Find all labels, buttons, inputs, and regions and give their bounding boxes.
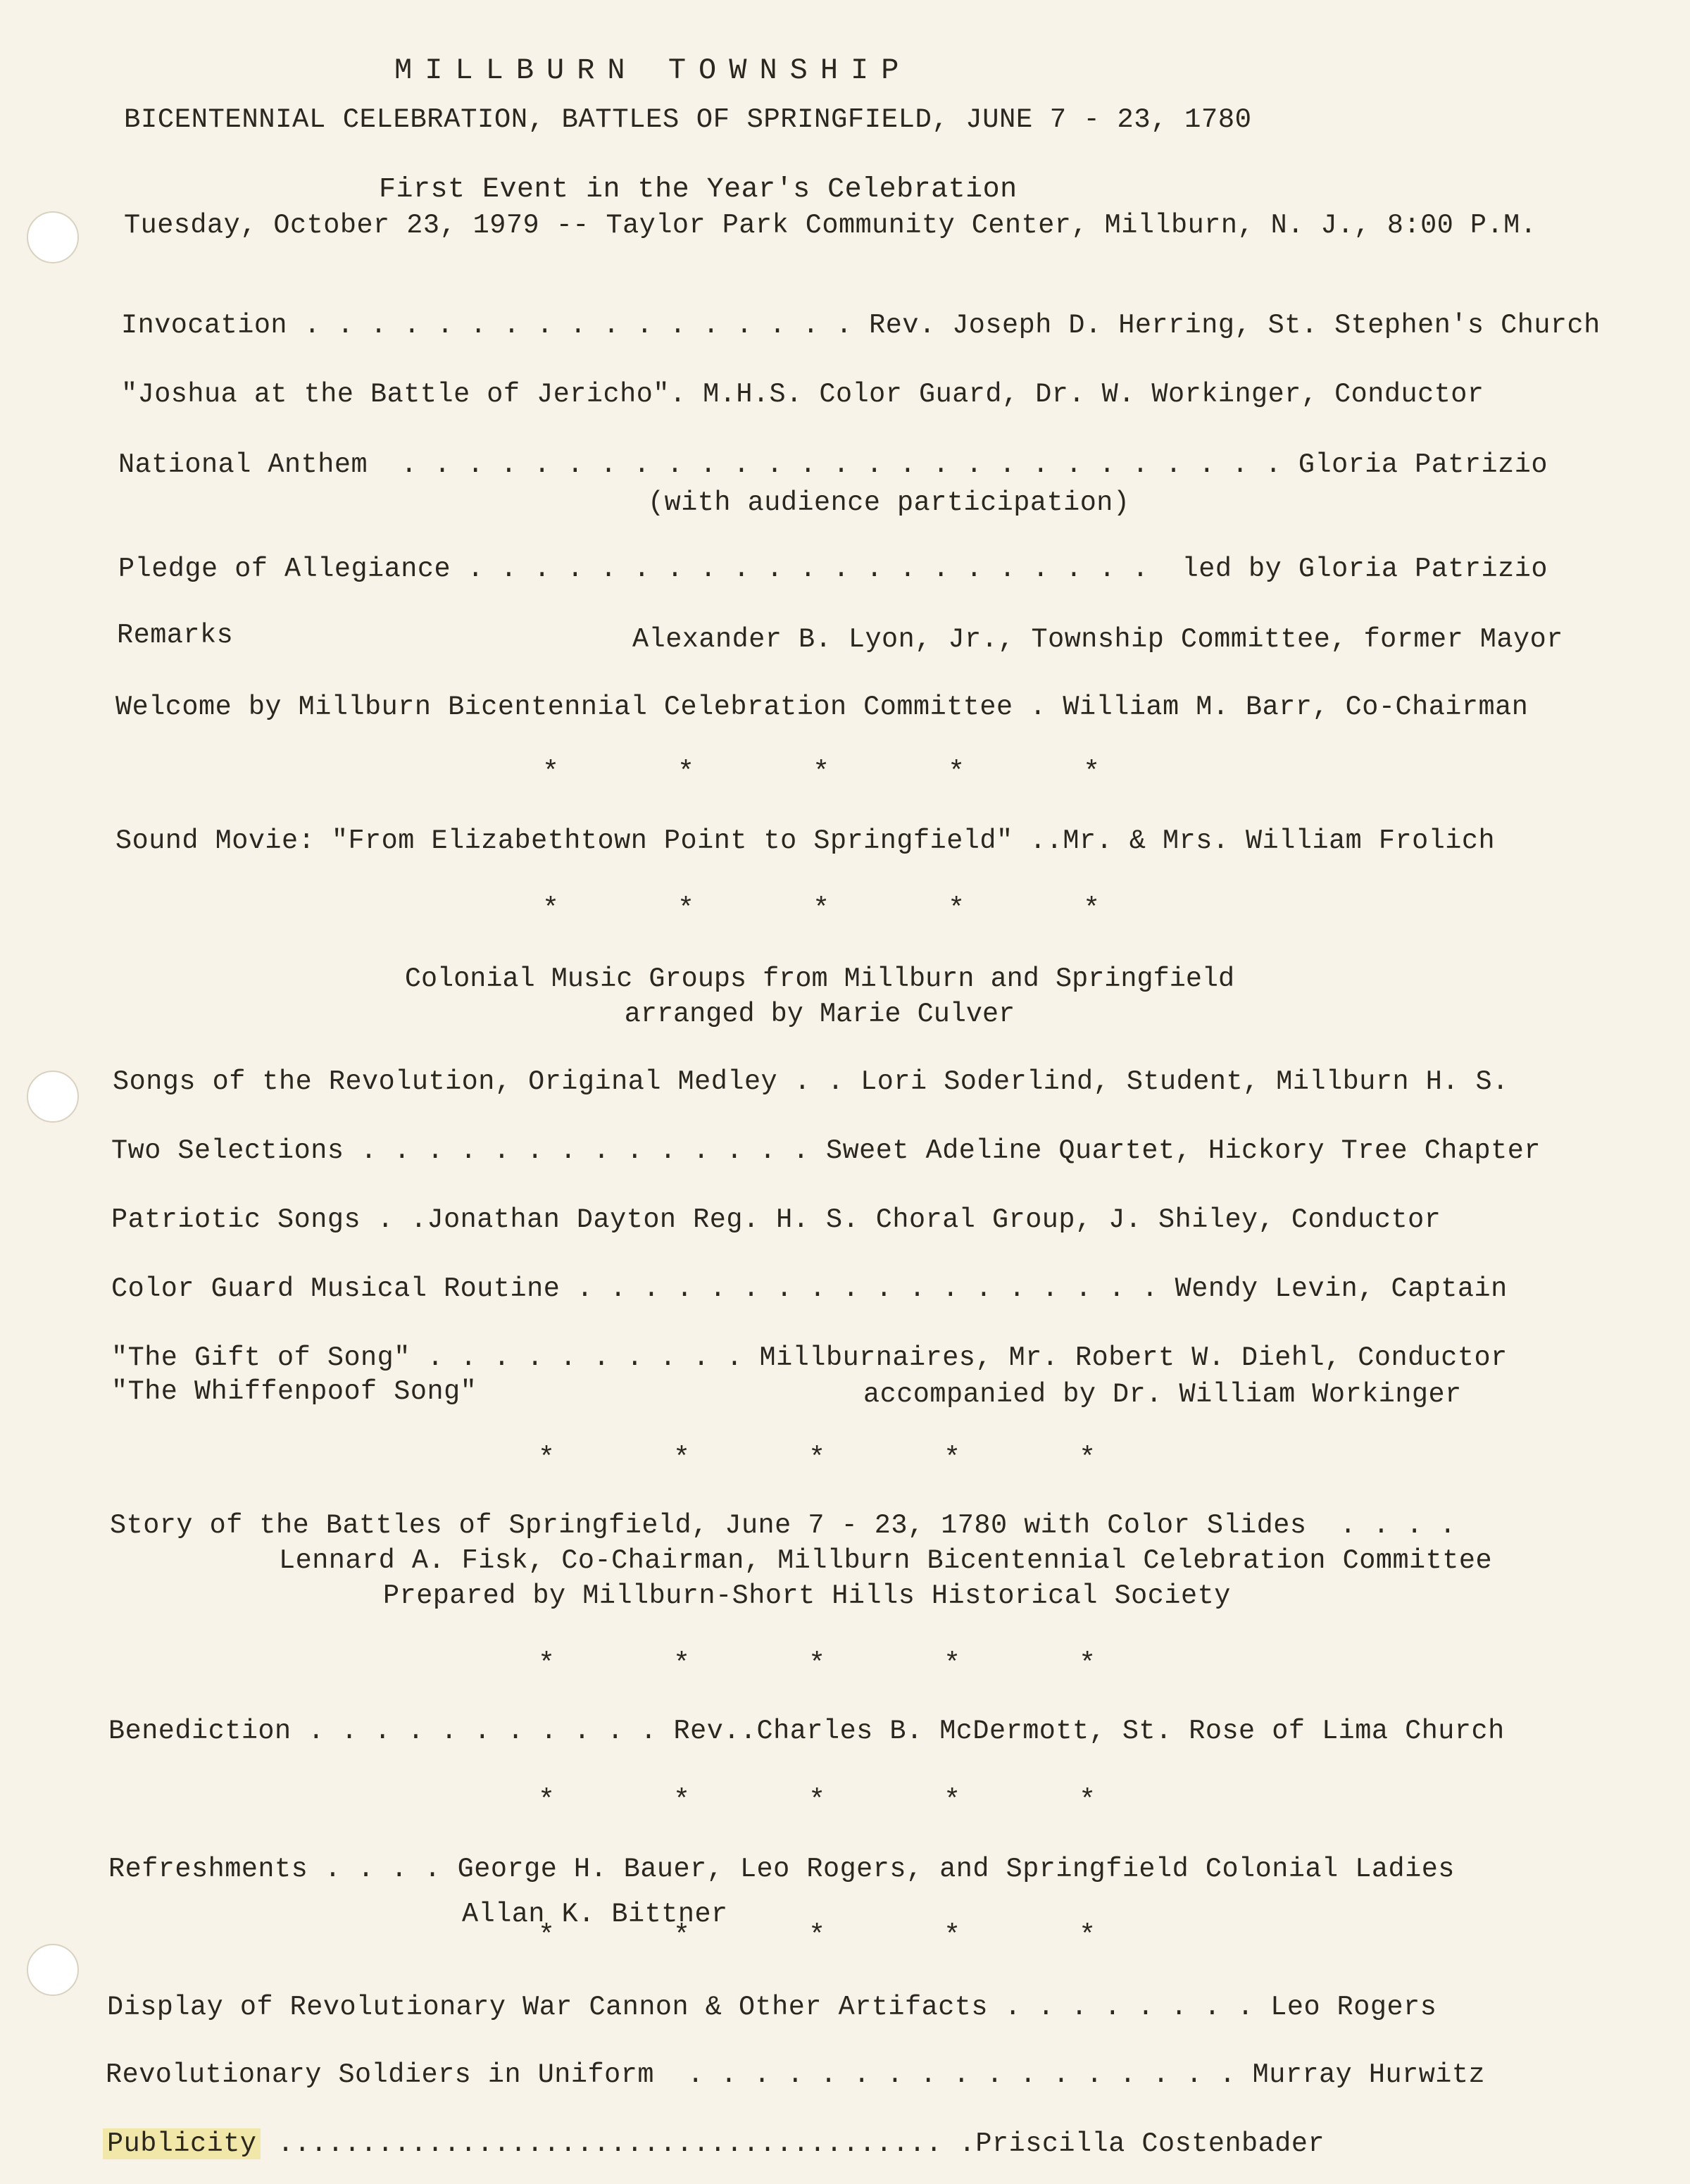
separator-3: * * * * * xyxy=(538,1443,1096,1475)
item-whiffenpoof-note: accompanied by Dr. William Workinger xyxy=(863,1379,1462,1410)
music-subtitle: arranged by Marie Culver xyxy=(624,999,1015,1030)
item-two-selections: Two Selections . . . . . . . . . . . . . . Sweet Adeline Quartet, Hickory Tree Chapter xyxy=(111,1135,1541,1166)
item-display: Display of Revolutionary War Cannon & Other Artifacts . . . . . . . . Leo Rogers xyxy=(107,1992,1437,2023)
item-refreshments: Refreshments . . . . George H. Bauer, Leo Rogers, and Springfield Colonial Ladies xyxy=(108,1854,1455,1885)
item-invocation: Invocation . . . . . . . . . . . . . . . . . Rev. Joseph D. Herring, St. Stephen's Church xyxy=(121,310,1601,341)
music-title: Colonial Music Groups from Millburn and Springfield xyxy=(404,963,1235,994)
separator-4: * * * * * xyxy=(538,1649,1096,1680)
event-title: First Event in the Year's Celebration xyxy=(379,174,1018,206)
item-story: Story of the Battles of Springfield, June 7 - 23, 1780 with Color Slides . . . . xyxy=(110,1510,1456,1541)
item-story-prepared: Prepared by Millburn-Short Hills Historical Society xyxy=(383,1580,1231,1611)
item-soldiers: Revolutionary Soldiers in Uniform . . . . . . . . . . . . . . . . . Murray Hurwitz xyxy=(106,2059,1486,2090)
township-heading: MILLBURN TOWNSHIP xyxy=(394,54,912,87)
separator-5: * * * * * xyxy=(538,1785,1096,1817)
item-anthem-note: (with audience participation) xyxy=(648,487,1130,518)
separator-1: * * * * * xyxy=(542,757,1101,789)
item-color-guard: Color Guard Musical Routine . . . . . . . . . . . . . . . . . . Wendy Levin, Captain xyxy=(111,1273,1508,1304)
item-remarks-label: Remarks xyxy=(117,620,234,651)
item-refreshments-2: Allan K. Bittner xyxy=(462,1899,728,1930)
celebration-heading: BICENTENNIAL CELEBRATION, BATTLES OF SPRINGFIELD, JUNE 7 - 23, 1780 xyxy=(124,104,1252,135)
item-songs-revolution: Songs of the Revolution, Original Medley . . Lori Soderlind, Student, Millburn H. S. xyxy=(113,1066,1509,1097)
event-details: Tuesday, October 23, 1979 -- Taylor Park Community Center, Millburn, N. J., 8:00 P.M. xyxy=(124,210,1537,241)
item-benediction: Benediction . . . . . . . . . . . Rev..Charles B. McDermott, St. Rose of Lima Church xyxy=(108,1716,1505,1747)
item-remarks-value: Alexander B. Lyon, Jr., Township Committee, former Mayor xyxy=(632,624,1563,655)
punch-hole-top xyxy=(27,211,79,263)
separator-2: * * * * * xyxy=(542,894,1101,925)
item-whiffenpoof: "The Whiffenpoof Song" xyxy=(111,1376,477,1407)
publicity-label: Publicity xyxy=(103,2128,261,2159)
item-publicity xyxy=(103,2127,1325,2161)
publicity-rest: ........................................ .Priscilla Costenbader xyxy=(261,2128,1325,2159)
item-story-by: Lennard A. Fisk, Co-Chairman, Millburn Bicentennial Celebration Committee xyxy=(279,1545,1493,1576)
punch-hole-bottom xyxy=(27,1944,79,1996)
item-patriotic: Patriotic Songs . .Jonathan Dayton Reg. H. S. Choral Group, J. Shiley, Conductor xyxy=(111,1204,1441,1235)
item-pledge: Pledge of Allegiance . . . . . . . . . . . . . . . . . . . . . led by Gloria Patrizio xyxy=(118,554,1548,585)
separator-6: * * * * * xyxy=(538,1921,1096,1952)
item-movie: Sound Movie: "From Elizabethtown Point to Springfield" ..Mr. & Mrs. William Frolich xyxy=(115,825,1496,856)
item-anthem: National Anthem . . . . . . . . . . . . . . . . . . . . . . . . . . . Gloria Patrizio xyxy=(118,449,1548,480)
item-joshua: "Joshua at the Battle of Jericho". M.H.S. Color Guard, Dr. W. Workinger, Conductor xyxy=(121,379,1484,410)
item-gift-of-song: "The Gift of Song" . . . . . . . . . . Millburnaires, Mr. Robert W. Diehl, Conductor xyxy=(111,1342,1508,1373)
punch-hole-middle xyxy=(27,1071,79,1123)
item-welcome: Welcome by Millburn Bicentennial Celebration Committee . William M. Barr, Co-Chairman xyxy=(115,692,1529,723)
